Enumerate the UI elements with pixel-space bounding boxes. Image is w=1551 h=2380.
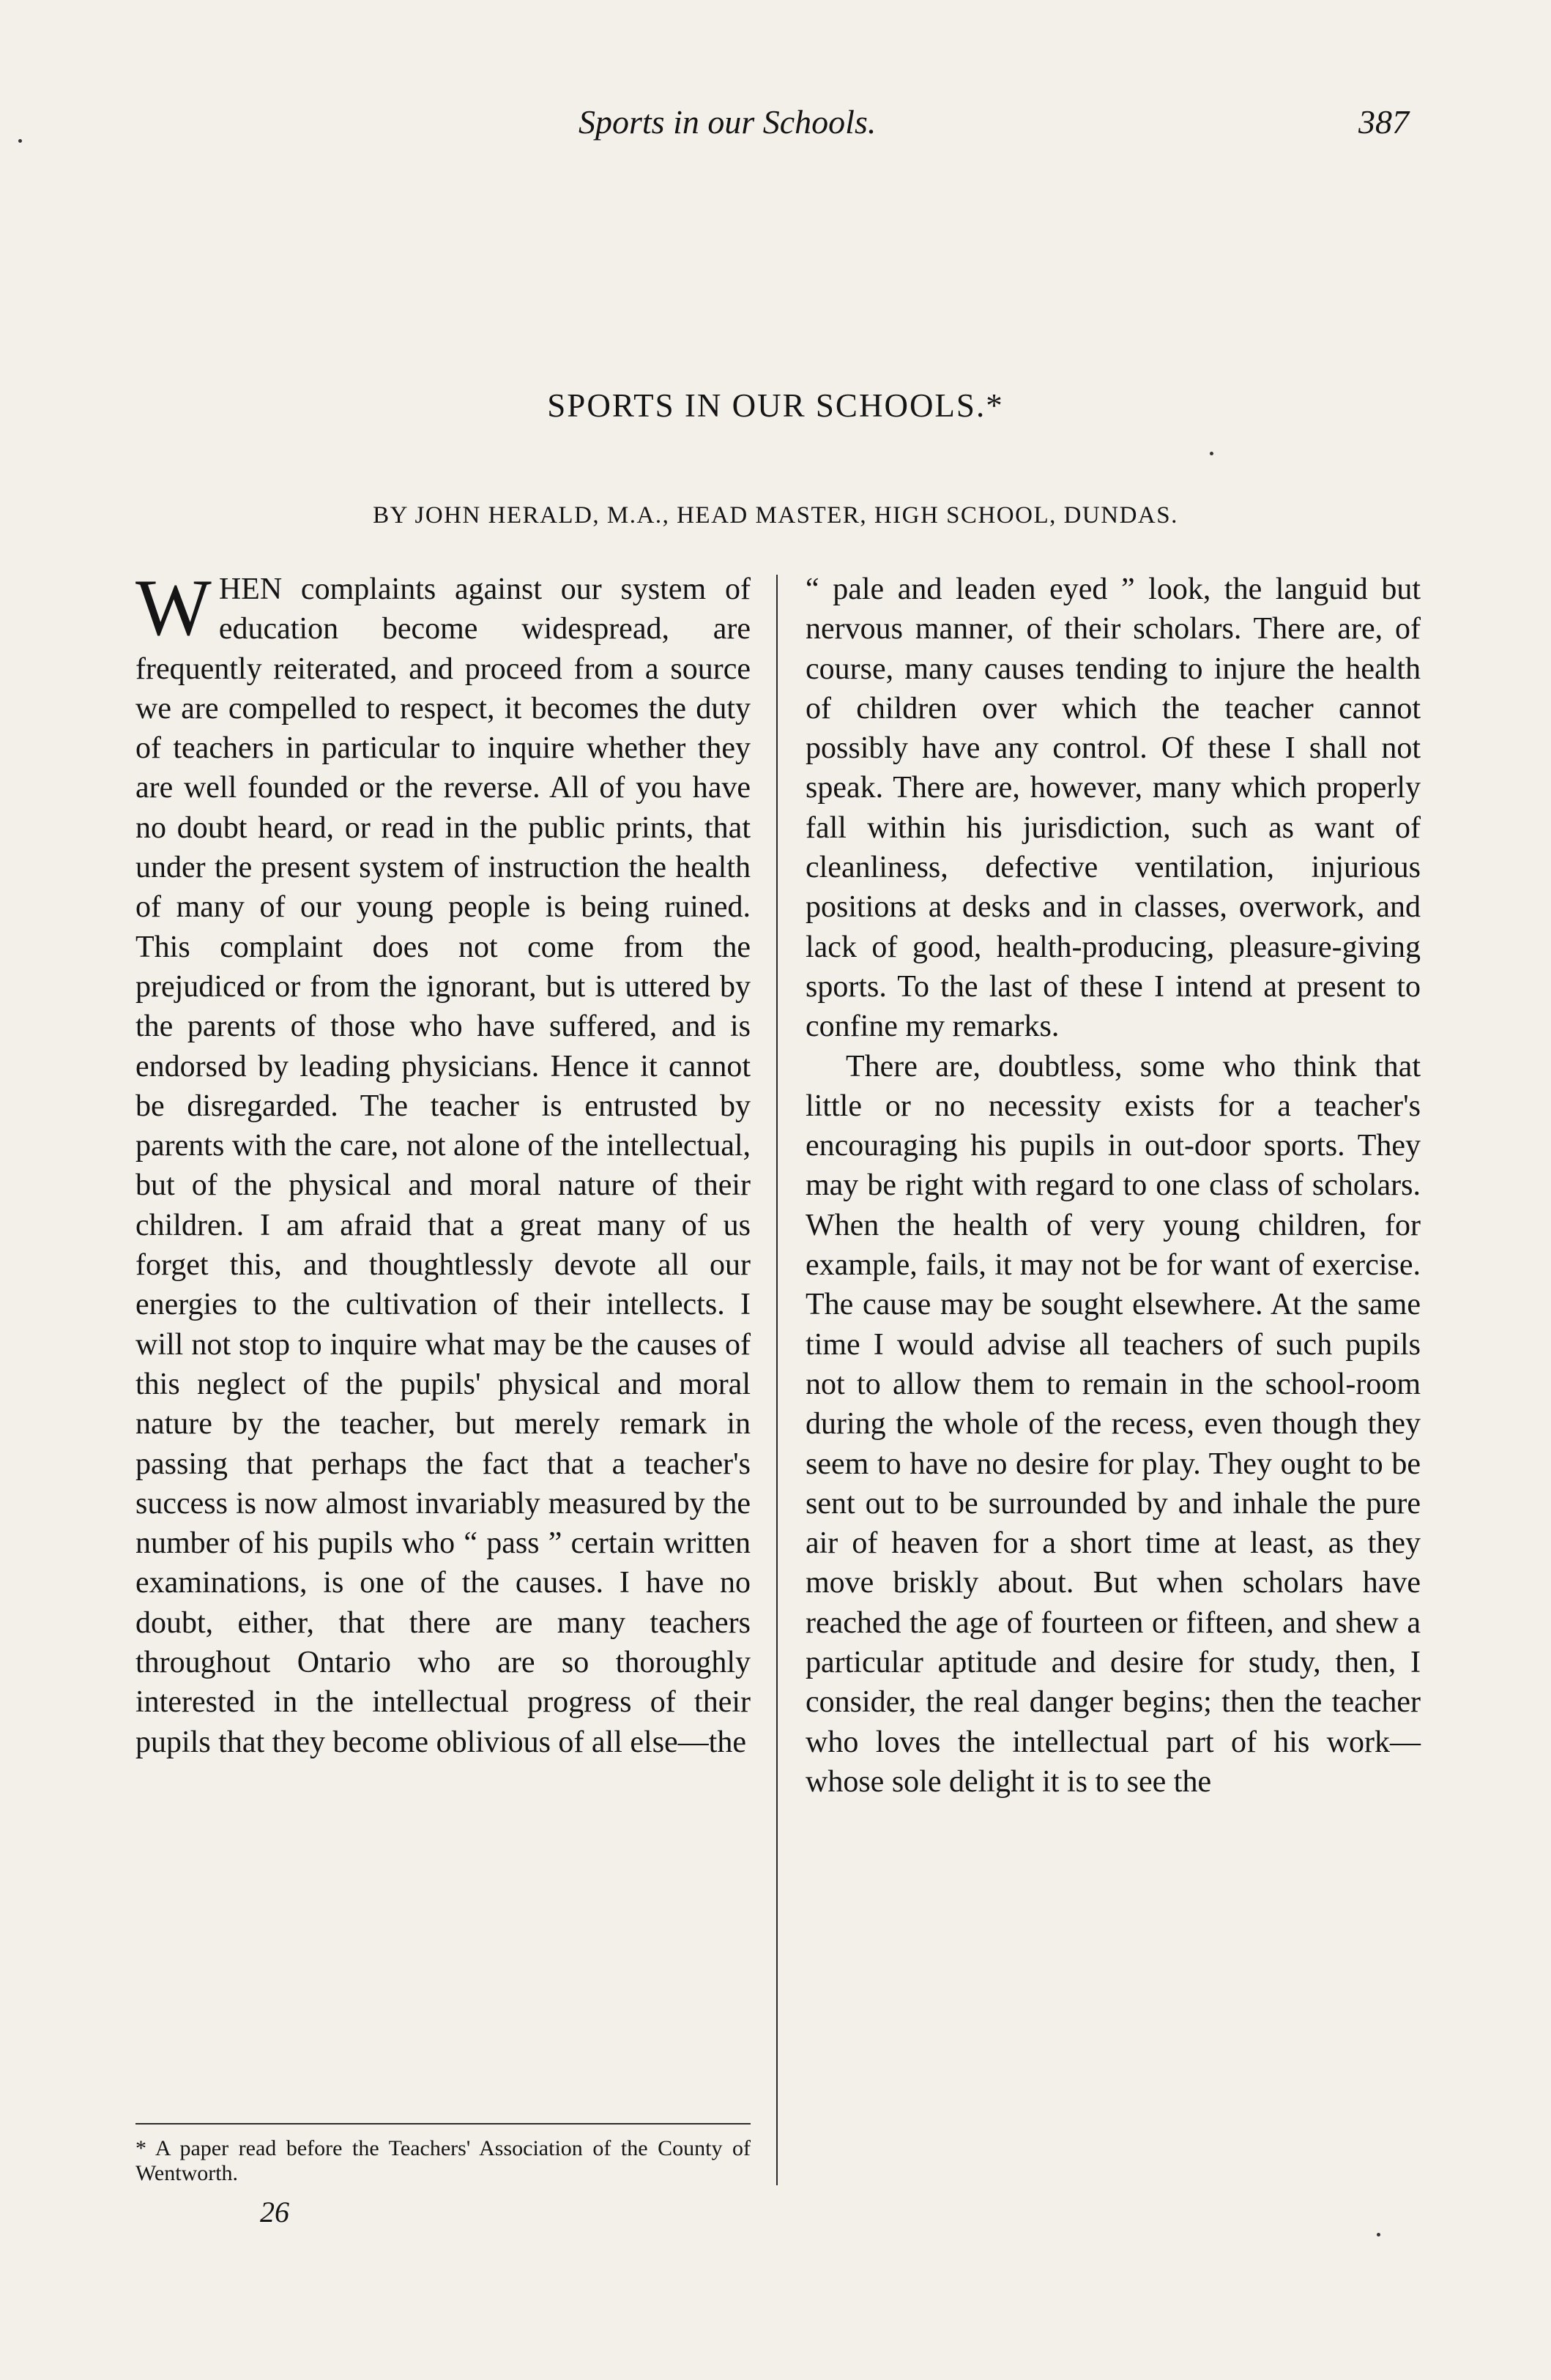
column-divider bbox=[776, 575, 778, 2185]
page-number: 387 bbox=[1358, 103, 1409, 141]
running-title: Sports in our Schools. bbox=[579, 103, 877, 141]
paragraph-2: There are, doubtless, some who think that little or no necessity exists for a teacher's encouraging his pupils in out-door sports. They may be right with regard to one class of scholars. When the health of very young children, for example, fails, it may not be for want of exercise. The cause may be sought elsewhere. At the same time I would advise all teachers of such pupils not to allow them to remain in the school-room during the whole of the recess, even though they seem to have no desire for play. They ought to be sent out to be surrounded by and inhale the pure air of heaven for a short time at least, as they move briskly about. But when scholars have reached the age of fourteen or fifteen, and shew a particular aptitude and desire for study, then, I consider, the real danger begins; then the teacher who loves the intellectual part of his work—whose sole delight it is to see the bbox=[806, 1049, 1421, 1799]
left-column-text: HEN complaints against our system of education become widespread, are frequently reiterated, and proceed from a source we are compelled to respect, it becomes the duty of teachers in particular to inquire whether they are well founded or the reverse. All of you have no doubt heard, or read in the public prints, that under the present system of instruction the health of many of our young people is being ruined. This complaint does not come from the prejudiced or from the ignorant, but is uttered by the parents of those who have suffered, and is endorsed by leading physicians. Hence it cannot be disregarded. The teacher is entrusted by parents with the care, not alone of the intellectual, but of the physical and moral nature of their children. I am afraid that a great many of us forget this, and thoughtlessly devote all our energies to the cultivation of their intellects. I will not stop to inquire what may be the causes of this neglect of the pupils' physical and moral nature by the teacher, but merely remark in passing that perhaps the fact that a teacher's success is now almost invariably measured by the number of his pupils who “ pass ” certain written examinations, is one of the causes. I have no doubt, either, that there are many teachers throughout Ontario who are so thoroughly interested in the intellectual progress of their pupils that they become oblivious of all else—the bbox=[135, 572, 751, 1759]
drop-cap: W bbox=[135, 563, 212, 652]
byline: BY JOHN HERALD, M.A., HEAD MASTER, HIGH SCHOOL, DUNDAS. bbox=[373, 502, 1178, 529]
signature-mark: 26 bbox=[260, 2196, 289, 2228]
print-speck bbox=[1210, 452, 1213, 455]
right-column bbox=[806, 570, 1421, 1802]
print-speck bbox=[1377, 2233, 1380, 2237]
paragraph-continued: “ pale and leaden eyed ” look, the languid but nervous manner, of their scholars. There are, of course, many causes tending to injure the health of children over which the teacher cannot possibly have any control. Of these I shall not speak. There are, however, many which properly fall within his jurisdiction, such as want of cleanliness, defective ventilation, injurious positions at desks and in classes, overwork, and lack of good, health-producing, pleasure-giving sports. To the last of these I intend at present to confine my remarks. bbox=[806, 572, 1421, 1044]
footnote-rule bbox=[135, 2123, 751, 2125]
footnote: * A paper read before the Teachers' Association of the County of Wentworth. bbox=[135, 2136, 751, 2185]
left-column bbox=[135, 563, 751, 1762]
print-speck bbox=[18, 139, 22, 143]
paragraph-1 bbox=[135, 563, 751, 1762]
running-head bbox=[0, 102, 1551, 154]
article-title: SPORTS IN OUR SCHOOLS.* bbox=[547, 387, 1004, 424]
